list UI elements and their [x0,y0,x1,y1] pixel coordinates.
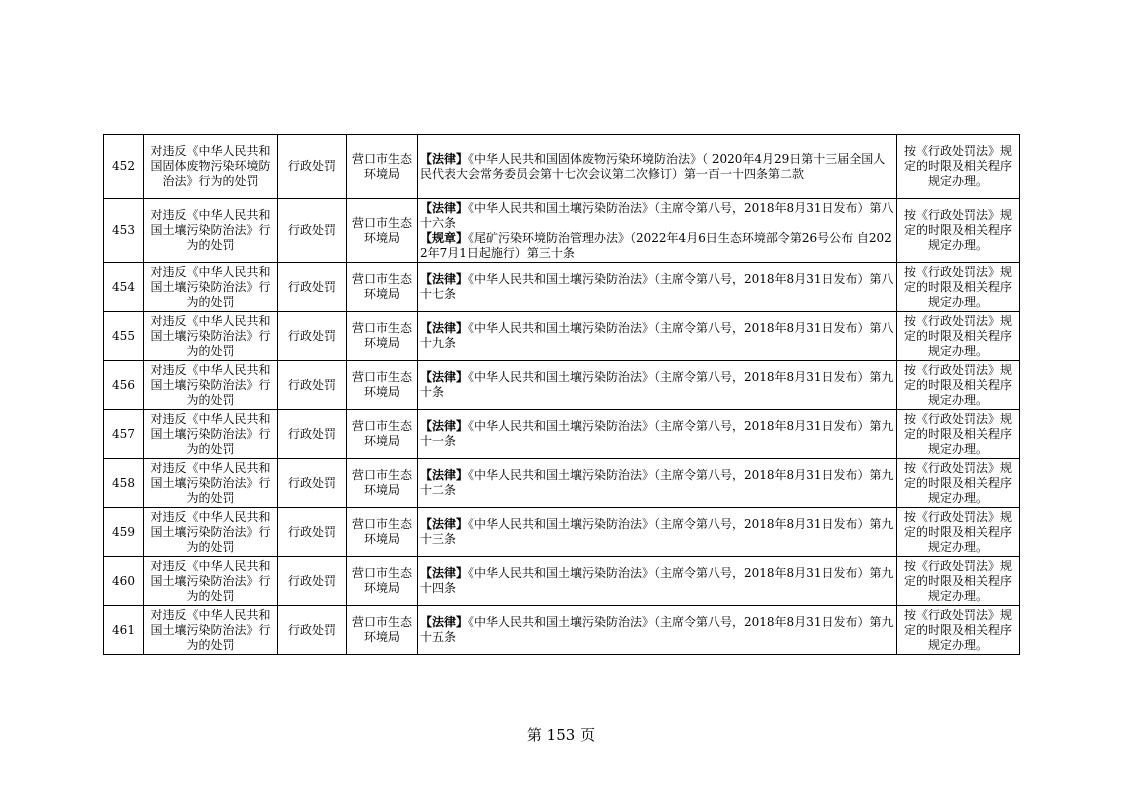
authority-cell: 营口市生态环境局 [347,199,418,263]
legal-basis-entry [420,321,894,351]
legal-basis-tag: 【法律】 [420,370,469,384]
row-number-cell: 453 [104,199,144,263]
row-number-cell: 459 [104,508,144,557]
legal-basis-tag: 【法律】 [420,200,469,215]
procedure-cell: 按《行政处罚法》规定的时限及相关程序规定办理。 [897,263,1020,312]
row-number-cell: 452 [104,135,144,199]
legal-basis-text: 《中华人民共和国土壤污染防治法》（主席令第八号，2018年8月31日发布）第九十五条 [420,615,894,644]
table-row [104,312,1020,361]
table-row [104,410,1020,459]
row-number-cell: 455 [104,312,144,361]
category-cell: 行政处罚 [278,361,347,410]
authority-cell: 营口市生态环境局 [347,557,418,606]
row-number-cell: 454 [104,263,144,312]
authority-cell: 营口市生态环境局 [347,410,418,459]
table-row [104,263,1020,312]
legal-basis-text: 《中华人民共和国土壤污染防治法》（主席令第八号，2018年8月31日发布）第九十条 [420,370,894,399]
table-row [104,199,1020,263]
penalty-table [103,134,1020,655]
legal-basis-cell [418,557,897,606]
legal-basis-entry [420,615,894,645]
category-cell: 行政处罚 [278,606,347,655]
category-cell: 行政处罚 [278,508,347,557]
authority-cell: 营口市生态环境局 [347,263,418,312]
procedure-cell: 按《行政处罚法》规定的时限及相关程序规定办理。 [897,135,1020,199]
item-name-cell: 对违反《中华人民共和国土壤污染防治法》行为的处罚 [144,606,278,655]
category-cell: 行政处罚 [278,410,347,459]
table-row [104,606,1020,655]
item-name-cell: 对违反《中华人民共和国土壤污染防治法》行为的处罚 [144,410,278,459]
row-number-cell: 457 [104,410,144,459]
legal-basis-tag: 【法律】 [420,272,469,286]
category-cell: 行政处罚 [278,135,347,199]
item-name-cell: 对违反《中华人民共和国土壤污染防治法》行为的处罚 [144,557,278,606]
legal-basis-cell [418,606,897,655]
legal-basis-tag: 【规章】 [420,230,469,245]
legal-basis-entry [420,201,894,231]
item-name-cell: 对违反《中华人民共和国土壤污染防治法》行为的处罚 [144,361,278,410]
legal-basis-cell [418,508,897,557]
category-cell: 行政处罚 [278,459,347,508]
legal-basis-entry [420,231,894,261]
legal-basis-entry [420,566,894,596]
legal-basis-text: 《中华人民共和国土壤污染防治法》（主席令第八号，2018年8月31日发布）第八十七条 [420,272,894,301]
row-number-cell: 456 [104,361,144,410]
procedure-cell: 按《行政处罚法》规定的时限及相关程序规定办理。 [897,459,1020,508]
legal-basis-text: 《中华人民共和国土壤污染防治法》（主席令第八号，2018年8月31日发布）第九十四条 [420,566,894,595]
legal-basis-tag: 【法律】 [420,321,469,335]
item-name-cell: 对违反《中华人民共和国土壤污染防治法》行为的处罚 [144,508,278,557]
category-cell: 行政处罚 [278,312,347,361]
authority-cell: 营口市生态环境局 [347,312,418,361]
legal-basis-entry [420,517,894,547]
legal-basis-cell [418,312,897,361]
legal-basis-text: 《中华人民共和国土壤污染防治法》（主席令第八号，2018年8月31日发布）第九十二条 [420,468,894,497]
procedure-cell: 按《行政处罚法》规定的时限及相关程序规定办理。 [897,410,1020,459]
item-name-cell: 对违反《中华人民共和国土壤污染防治法》行为的处罚 [144,459,278,508]
item-name-cell: 对违反《中华人民共和国固体废物污染环境防治法》行为的处罚 [144,135,278,199]
legal-basis-cell [418,135,897,199]
procedure-cell: 按《行政处罚法》规定的时限及相关程序规定办理。 [897,508,1020,557]
legal-basis-entry [420,419,894,449]
legal-basis-cell [418,361,897,410]
legal-basis-cell [418,459,897,508]
table-row [104,361,1020,410]
procedure-cell: 按《行政处罚法》规定的时限及相关程序规定办理。 [897,312,1020,361]
legal-basis-text: 《中华人民共和国土壤污染防治法》（主席令第八号，2018年8月31日发布）第八十九条 [420,321,894,350]
authority-cell: 营口市生态环境局 [347,361,418,410]
table-row [104,459,1020,508]
item-name-cell: 对违反《中华人民共和国土壤污染防治法》行为的处罚 [144,263,278,312]
authority-cell: 营口市生态环境局 [347,459,418,508]
category-cell: 行政处罚 [278,557,347,606]
legal-basis-entry [420,370,894,400]
procedure-cell: 按《行政处罚法》规定的时限及相关程序规定办理。 [897,557,1020,606]
legal-basis-cell [418,410,897,459]
legal-basis-entry [420,272,894,302]
legal-basis-cell [418,199,897,263]
legal-basis-tag: 【法律】 [420,468,469,482]
item-name-cell: 对违反《中华人民共和国土壤污染防治法》行为的处罚 [144,199,278,263]
row-number-cell: 461 [104,606,144,655]
row-number-cell: 458 [104,459,144,508]
legal-basis-tag: 【法律】 [420,517,469,531]
legal-basis-text: 《中华人民共和国土壤污染防治法》（主席令第八号，2018年8月31日发布）第九十一条 [420,419,894,448]
page-number: 第 153 页 [526,726,596,744]
legal-basis-entry [420,468,894,498]
table-body [104,135,1020,655]
legal-basis-entry [420,152,894,182]
legal-basis-tag: 【法律】 [420,566,469,580]
authority-cell: 营口市生态环境局 [347,135,418,199]
legal-basis-text: 《中华人民共和国固体废物污染环境防治法》（ 2020年4月29日第十三届全国人民代表大会常务委员会第十七次会议第二次修订）第一百一十四条第二款 [420,151,886,181]
procedure-cell: 按《行政处罚法》规定的时限及相关程序规定办理。 [897,361,1020,410]
category-cell: 行政处罚 [278,199,347,263]
table-row [104,557,1020,606]
legal-basis-text: 《中华人民共和国土壤污染防治法》（主席令第八号，2018年8月31日发布）第八十六条 [420,200,894,230]
authority-cell: 营口市生态环境局 [347,508,418,557]
legal-basis-tag: 【法律】 [420,419,469,433]
authority-cell: 营口市生态环境局 [347,606,418,655]
item-name-cell: 对违反《中华人民共和国土壤污染防治法》行为的处罚 [144,312,278,361]
row-number-cell: 460 [104,557,144,606]
table-row [104,508,1020,557]
category-cell: 行政处罚 [278,263,347,312]
legal-basis-tag: 【法律】 [420,615,469,629]
legal-basis-tag: 【法律】 [420,151,469,166]
procedure-cell: 按《行政处罚法》规定的时限及相关程序规定办理。 [897,606,1020,655]
legal-basis-cell [418,263,897,312]
legal-basis-text: 《尾矿污染环境防治管理办法》（2022年4月6日生态环境部令第26号公布 自2022年7月1日起施行）第三十条 [420,230,892,260]
legal-basis-text: 《中华人民共和国土壤污染防治法》（主席令第八号，2018年8月31日发布）第九十三条 [420,517,894,546]
procedure-cell: 按《行政处罚法》规定的时限及相关程序规定办理。 [897,199,1020,263]
table-row [104,135,1020,199]
